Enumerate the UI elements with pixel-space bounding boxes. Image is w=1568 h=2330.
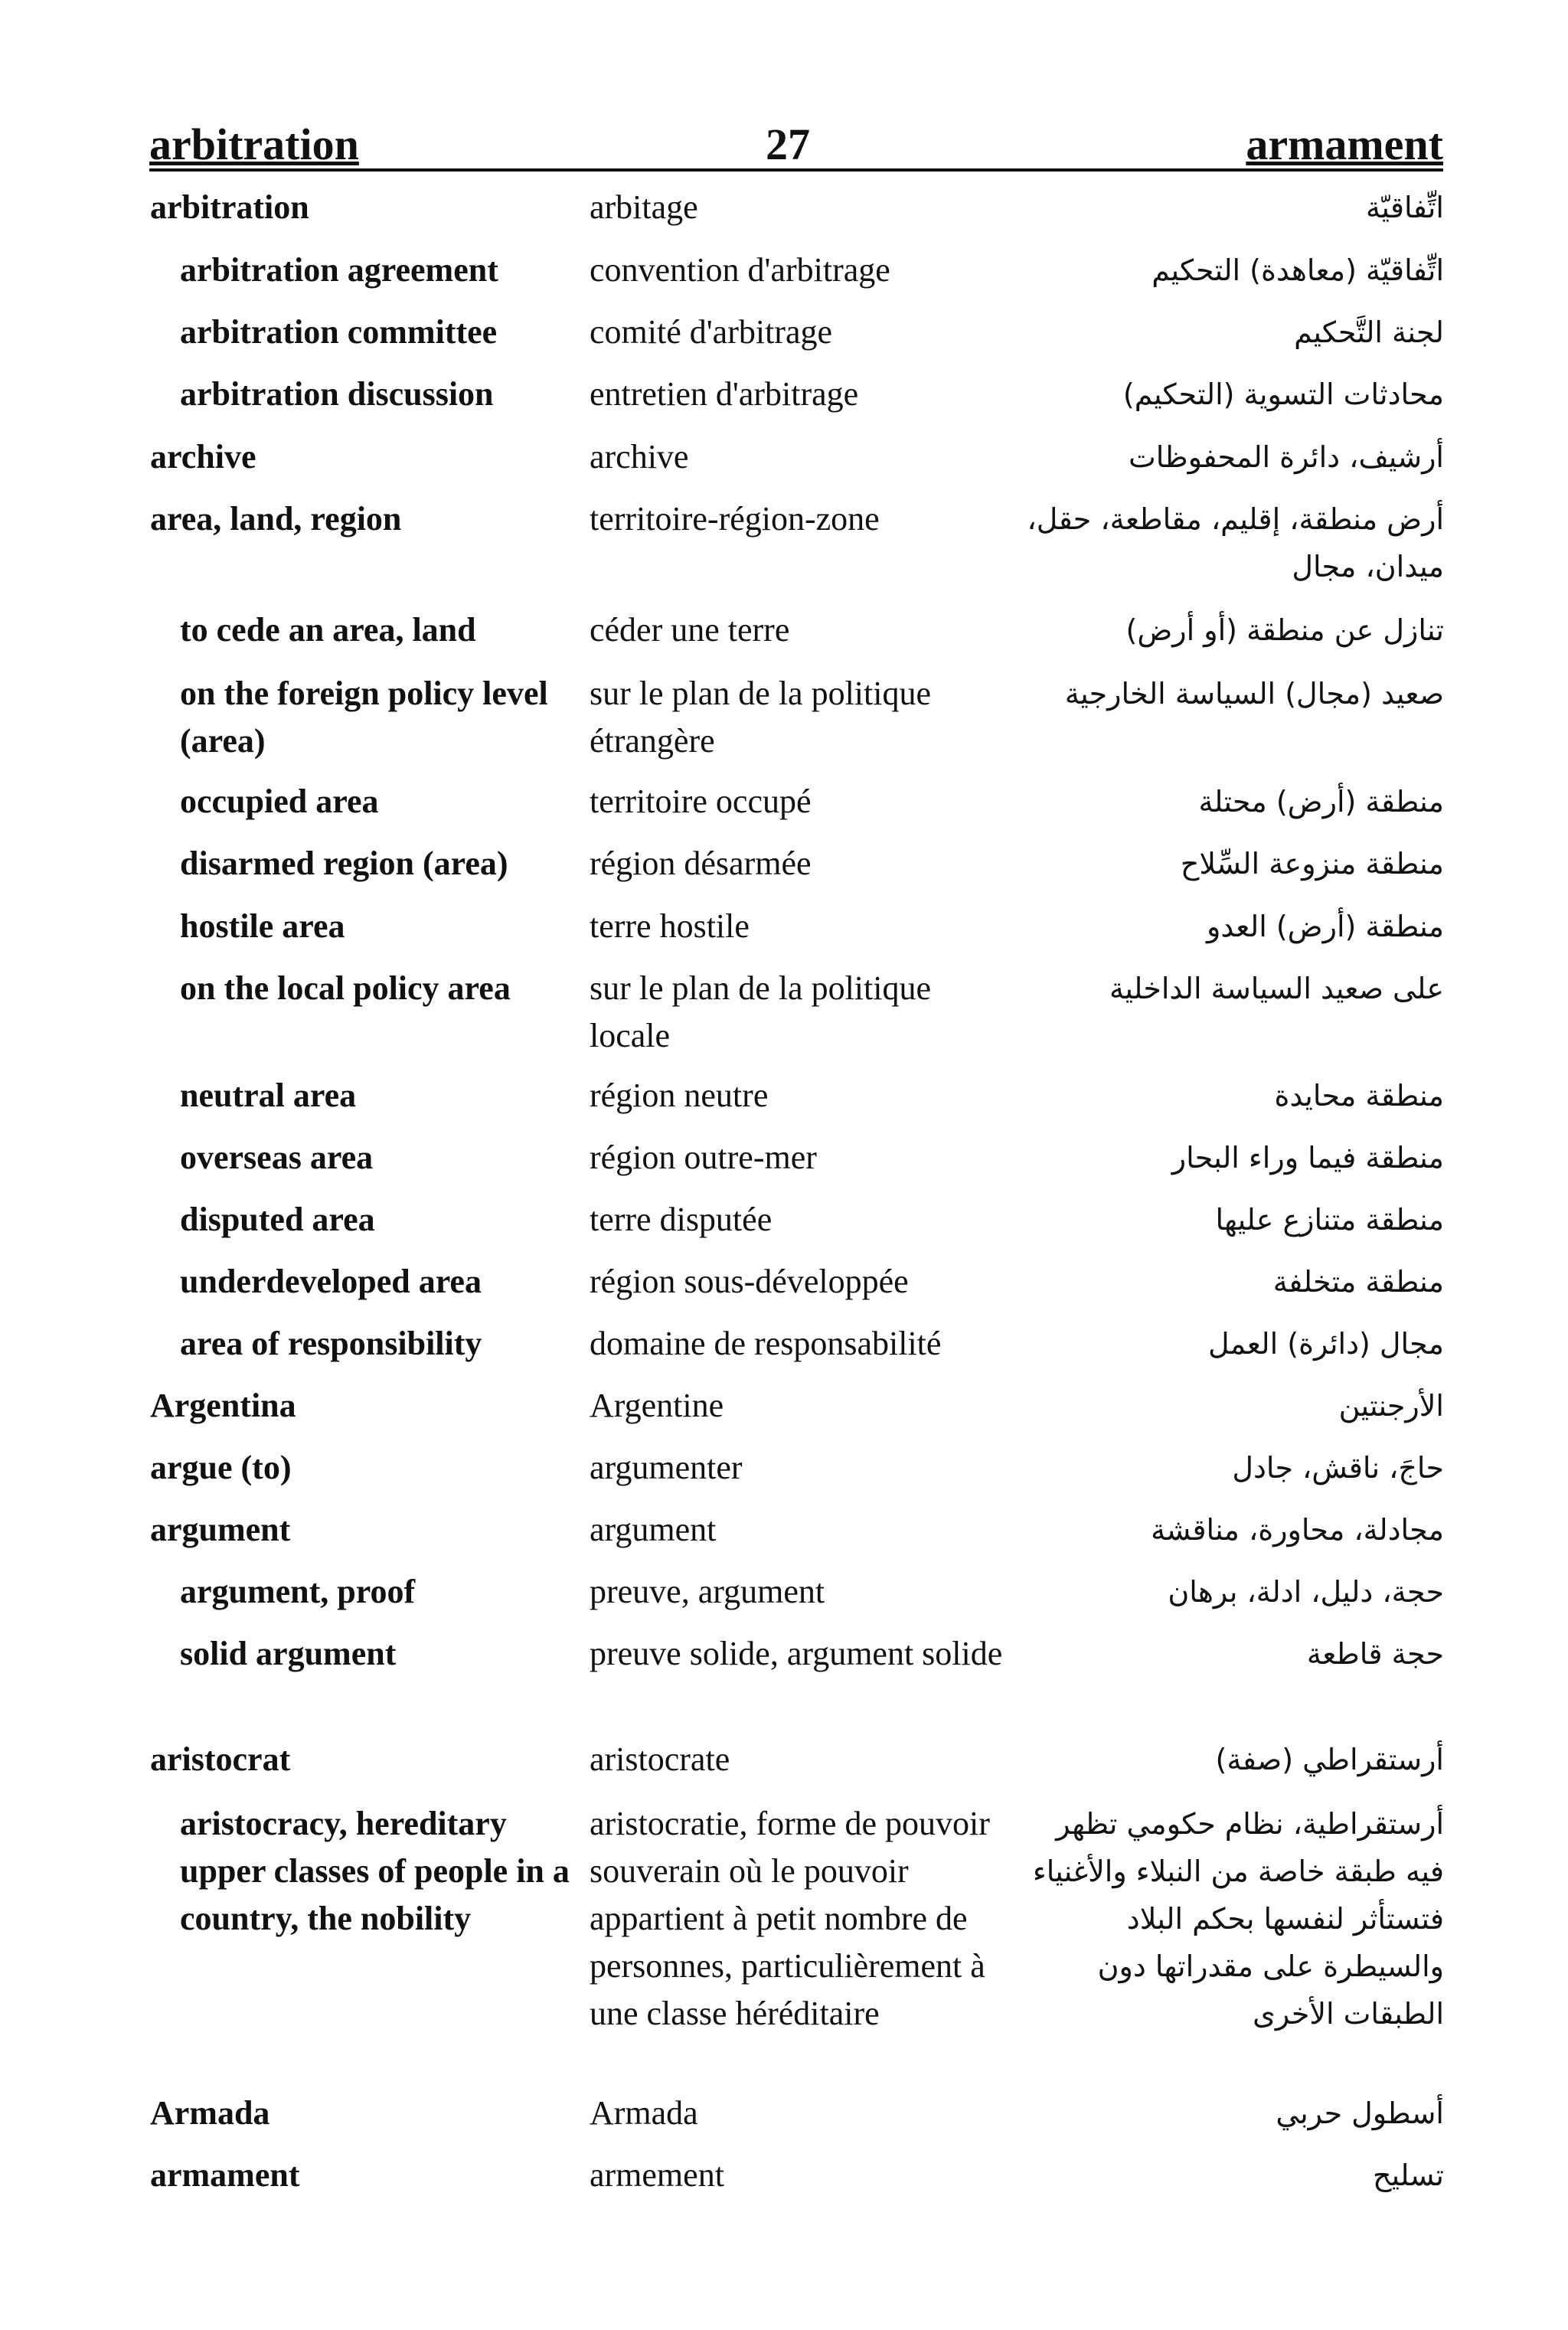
arabic-term: تنازل عن منطقة (أو أرض)	[1125, 613, 1444, 647]
arabic-term: أسطول حربي	[1276, 2096, 1444, 2130]
arabic-term: حجة، دليل، ادلة، برهان	[1168, 1575, 1444, 1609]
french-term: domaine de responsabilité	[590, 1325, 942, 1362]
arabic-term: أرستقراطي (صفة)	[1215, 1743, 1444, 1776]
french-term: terre disputée	[590, 1201, 773, 1238]
arabic-term: أرشيف، دائرة المحفوظات	[1129, 440, 1444, 474]
arabic-term: تسليح	[1372, 2158, 1444, 2192]
french-term: sur le plan de la politique locale	[590, 969, 931, 1054]
french-term: Argentine	[590, 1387, 724, 1424]
arabic-term: أرستقراطية، نظام حكومي تظهر فيه طبقة خاصة من النبلاء والأغنياء فتستأثر لنفسها بحكم البلاد والسيطرة على مقدراتها دون الطبقات الأخرى	[1032, 1807, 1444, 2031]
arabic-term: منطقة محايدة	[1274, 1079, 1444, 1113]
arabic-term: حاجَ، ناقش، جادل	[1232, 1451, 1444, 1485]
english-term: argument	[150, 1511, 291, 1548]
english-term: argue (to)	[150, 1449, 292, 1486]
english-term: archive	[150, 438, 256, 475]
french-term: convention d'arbitrage	[590, 251, 890, 289]
french-term: aristocrate	[590, 1740, 730, 1778]
english-term: disputed area	[180, 1201, 375, 1238]
arabic-term: منطقة (أرض) العدو	[1206, 910, 1444, 943]
english-term: armament	[150, 2156, 300, 2194]
french-term: argument	[590, 1511, 717, 1548]
english-term: on the local policy area	[180, 969, 511, 1007]
arabic-term: لجنة التَّحكيم	[1294, 315, 1444, 349]
french-term: aristocratie, forme de pouvoir souverain où le pouvoir appartient à petit nombre de personnes, particulièrement à une classe héréditaire	[590, 1805, 990, 2032]
english-term: neutral area	[180, 1077, 357, 1114]
arabic-term: منطقة فيما وراء البحار	[1171, 1141, 1444, 1175]
arabic-term: مجال (دائرة) العمل	[1207, 1327, 1444, 1361]
arabic-term: منطقة (أرض) محتلة	[1198, 785, 1444, 819]
english-term: area of responsibility	[180, 1325, 482, 1362]
arabic-term: محادثات التسوية (التحكيم)	[1122, 377, 1444, 411]
english-term: underdeveloped area	[180, 1263, 482, 1300]
english-term: Armada	[150, 2094, 270, 2132]
french-term: preuve solide, argument solide	[590, 1635, 1003, 1672]
french-term: sur le plan de la politique étrangère	[590, 675, 931, 760]
english-term: Argentina	[150, 1387, 296, 1424]
french-term: région outre-mer	[590, 1139, 817, 1176]
english-term: aristocrat	[150, 1740, 291, 1778]
english-term: on the foreign policy level (area)	[180, 675, 548, 760]
arabic-term: الأرجنتين	[1338, 1389, 1444, 1423]
french-term: argumenter	[590, 1449, 743, 1486]
arabic-term: منطقة منزوعة السِّلاح	[1180, 847, 1444, 881]
arabic-term: منطقة متخلفة	[1272, 1265, 1444, 1299]
english-term: disarmed region (area)	[180, 845, 508, 882]
french-term: preuve, argument	[590, 1573, 825, 1610]
arabic-term: اتِّفاقيّة (معاهدة) التحكيم	[1152, 253, 1444, 287]
english-term: arbitration discussion	[180, 375, 494, 413]
french-term: comité d'arbitrage	[590, 313, 833, 351]
english-term: aristocracy, hereditary upper classes of people in a country, the nobility	[180, 1805, 570, 1937]
french-term: Armada	[590, 2094, 698, 2132]
arabic-term: منطقة متنازع عليها	[1215, 1203, 1444, 1237]
arabic-term: حجة قاطعة	[1306, 1637, 1444, 1671]
english-term: arbitration committee	[180, 313, 498, 351]
english-term: arbitration agreement	[180, 251, 498, 289]
english-term: occupied area	[180, 783, 379, 820]
english-term: area, land, region	[150, 500, 402, 538]
arabic-term: صعيد (مجال) السياسة الخارجية	[1064, 677, 1444, 711]
english-term: overseas area	[180, 1139, 374, 1176]
french-term: région sous-développée	[590, 1263, 909, 1300]
french-term: territoire occupé	[590, 783, 812, 820]
french-term: céder une terre	[590, 611, 790, 649]
english-term: hostile area	[180, 907, 345, 945]
english-term: solid argument	[180, 1635, 397, 1672]
header-right-guideword: armament	[1246, 119, 1443, 169]
french-term: région désarmée	[590, 845, 812, 882]
french-term: entretien d'arbitrage	[590, 375, 859, 413]
french-term: arbitage	[590, 188, 698, 226]
english-term: to cede an area, land	[180, 611, 476, 649]
french-term: armement	[590, 2156, 724, 2194]
english-term: arbitration	[150, 188, 309, 226]
header-left-guideword: arbitration	[149, 119, 359, 169]
arabic-term: أرض منطقة، إقليم، مقاطعة، حقل، ميدان، مجال	[1027, 502, 1444, 583]
french-term: région neutre	[590, 1077, 769, 1114]
french-term: archive	[590, 438, 689, 475]
french-term: terre hostile	[590, 907, 750, 945]
french-term: territoire-région-zone	[590, 500, 880, 538]
arabic-term: اتِّفاقيّة	[1366, 191, 1444, 224]
page-number: 27	[766, 119, 810, 169]
arabic-term: على صعيد السياسة الداخلية	[1109, 972, 1444, 1005]
arabic-term: مجادلة، محاورة، مناقشة	[1151, 1513, 1444, 1547]
english-term: argument, proof	[180, 1573, 416, 1610]
